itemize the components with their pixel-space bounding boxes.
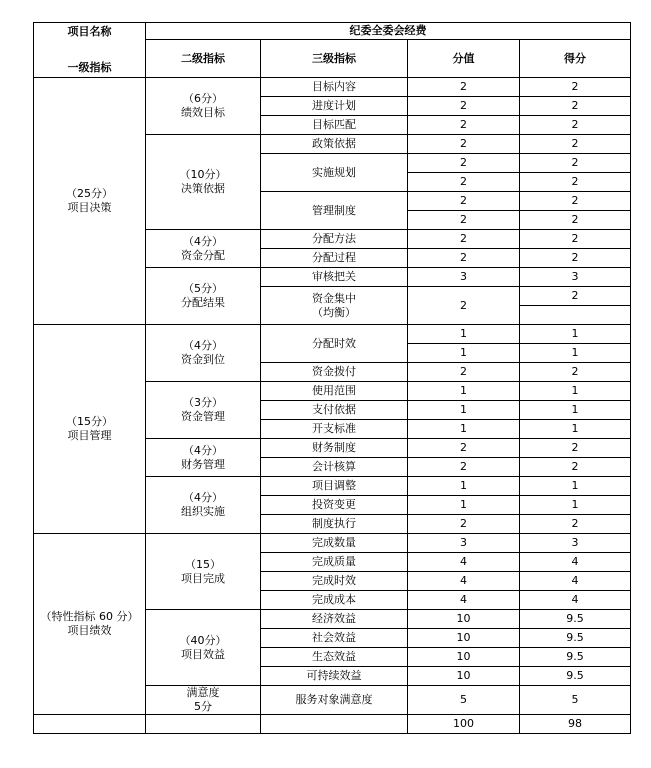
level2-cell xyxy=(146,686,261,715)
level3-label: 资金拨付 xyxy=(312,365,356,378)
level3-label: 分配方法 xyxy=(312,232,356,245)
score-cell: 10 xyxy=(408,648,520,667)
got-cell: 2 xyxy=(520,154,631,173)
score-cell: 2 xyxy=(408,249,520,268)
got-cell: 1 xyxy=(520,382,631,401)
level1-cell xyxy=(34,534,146,715)
level3-label: 财务制度 xyxy=(312,441,356,454)
score-cell: 2 xyxy=(408,363,520,382)
level3-label-line2: （均衡） xyxy=(312,305,356,319)
level1-label: 一级指标 xyxy=(67,61,112,74)
level3-label: 可持续效益 xyxy=(306,669,362,682)
level3-cell xyxy=(261,629,408,648)
level2-line2: 资金到位 xyxy=(181,353,225,366)
level3-label: 支付依据 xyxy=(312,403,356,416)
got-cell: 2 xyxy=(520,458,631,477)
score-cell: 2 xyxy=(408,515,520,534)
level3-cell xyxy=(261,135,408,154)
score-cell: 1 xyxy=(408,344,520,363)
level3-label: 目标匹配 xyxy=(312,118,356,131)
level3-cell xyxy=(261,496,408,515)
score-cell: 4 xyxy=(408,572,520,591)
got-cell: 9.5 xyxy=(520,648,631,667)
got-cell: 1 xyxy=(520,420,631,439)
score-cell: 10 xyxy=(408,610,520,629)
got-cell: 1 xyxy=(520,344,631,363)
score-cell: 2 xyxy=(408,173,520,192)
score-header: 分值 xyxy=(408,40,520,78)
level2-line1: （6分） xyxy=(183,92,223,105)
level3-cell xyxy=(261,553,408,572)
level2-cell xyxy=(146,230,261,268)
level3-cell xyxy=(261,287,408,325)
level3-cell xyxy=(261,477,408,496)
level2-cell xyxy=(146,439,261,477)
level3-label: 完成成本 xyxy=(312,593,356,606)
level3-label: 实施规划 xyxy=(312,165,356,179)
level3-cell xyxy=(261,515,408,534)
level3-cell xyxy=(261,572,408,591)
level2-line2: 项目效益 xyxy=(181,647,225,661)
got-cell: 2 xyxy=(520,78,631,97)
level2-line2: 组织实施 xyxy=(181,505,225,518)
table-row xyxy=(34,78,631,97)
performance-table xyxy=(33,22,631,734)
score-cell: 3 xyxy=(408,268,520,287)
level2-line1: （4分） xyxy=(183,491,223,504)
level2-line1: （5分） xyxy=(183,282,223,295)
level3-cell xyxy=(261,382,408,401)
level3-label: 分配时效 xyxy=(312,336,356,350)
got-header: 得分 xyxy=(520,40,631,78)
got-cell: 4 xyxy=(520,591,631,610)
level3-cell xyxy=(261,154,408,192)
level2-line1: （40分） xyxy=(179,633,227,647)
level2-line2: 项目完成 xyxy=(181,571,225,585)
header-row-1 xyxy=(34,23,631,40)
level3-cell xyxy=(261,401,408,420)
total-empty-cell xyxy=(146,715,261,734)
level3-label: 生态效益 xyxy=(312,650,356,663)
level3-cell xyxy=(261,325,408,363)
got-cell: 1 xyxy=(520,496,631,515)
level3-cell xyxy=(261,458,408,477)
level2-line1: 满意度 xyxy=(186,686,220,699)
project-name-value: 纪委全委会经费 xyxy=(146,23,631,40)
got-cell: 9.5 xyxy=(520,629,631,648)
level3-label: 社会效益 xyxy=(312,631,356,644)
total-got: 98 xyxy=(520,715,631,734)
score-cell: 1 xyxy=(408,477,520,496)
score-cell: 2 xyxy=(408,439,520,458)
score-cell: 10 xyxy=(408,629,520,648)
got-cell: 5 xyxy=(520,686,631,715)
total-empty-cell xyxy=(261,715,408,734)
score-cell: 2 xyxy=(408,135,520,154)
got-cell: 2 xyxy=(520,249,631,268)
level1-line1: （25分） xyxy=(66,187,113,200)
header-project-level1-cell xyxy=(34,23,146,78)
level3-cell xyxy=(261,230,408,249)
level2-cell xyxy=(146,610,261,686)
level2-line1: （4分） xyxy=(183,339,223,352)
level1-line2: 项目决策 xyxy=(67,201,112,214)
level1-line1: （特性指标 60 分） xyxy=(40,610,139,623)
level2-cell xyxy=(146,268,261,325)
level2-cell xyxy=(146,78,261,135)
level3-cell xyxy=(261,439,408,458)
table-row xyxy=(34,325,631,344)
got-cell xyxy=(520,306,631,325)
got-cell: 9.5 xyxy=(520,610,631,629)
level2-cell xyxy=(146,382,261,439)
level3-cell xyxy=(261,648,408,667)
level2-line1: （4分） xyxy=(183,443,223,457)
level3-cell xyxy=(261,116,408,135)
level3-label: 分配过程 xyxy=(312,251,356,264)
level3-label: 目标内容 xyxy=(312,80,356,93)
got-cell: 9.5 xyxy=(520,667,631,686)
level2-cell xyxy=(146,135,261,230)
got-cell: 2 xyxy=(520,116,631,135)
level3-cell xyxy=(261,667,408,686)
score-cell: 1 xyxy=(408,325,520,344)
level1-line2: 项目管理 xyxy=(67,429,112,442)
level3-cell xyxy=(261,591,408,610)
level3-cell xyxy=(261,534,408,553)
score-cell: 2 xyxy=(408,230,520,249)
score-cell: 4 xyxy=(408,591,520,610)
level2-line2: 绩效目标 xyxy=(181,106,225,119)
level3-label: 进度计划 xyxy=(312,99,356,112)
project-name-label: 项目名称 xyxy=(67,25,112,38)
got-cell: 3 xyxy=(520,268,631,287)
total-score: 100 xyxy=(408,715,520,734)
table-row xyxy=(34,534,631,553)
level3-cell xyxy=(261,97,408,116)
score-cell: 2 xyxy=(408,211,520,230)
score-cell: 10 xyxy=(408,667,520,686)
level3-cell xyxy=(261,420,408,439)
level3-label: 会计核算 xyxy=(312,460,356,473)
got-cell: 2 xyxy=(520,211,631,230)
level2-line2: 资金管理 xyxy=(181,410,225,423)
score-cell: 1 xyxy=(408,401,520,420)
level2-line1: （10分） xyxy=(179,168,227,181)
got-cell: 3 xyxy=(520,534,631,553)
got-cell: 2 xyxy=(520,363,631,382)
level3-cell xyxy=(261,249,408,268)
level3-cell xyxy=(261,363,408,382)
level1-line2: 项目绩效 xyxy=(67,624,112,637)
level3-label: 服务对象满意度 xyxy=(295,693,373,706)
level1-cell xyxy=(34,325,146,534)
score-cell: 2 xyxy=(408,458,520,477)
got-cell: 2 xyxy=(520,97,631,116)
got-cell: 1 xyxy=(520,325,631,344)
got-cell: 2 xyxy=(520,439,631,458)
got-cell: 1 xyxy=(520,401,631,420)
score-cell: 1 xyxy=(408,496,520,515)
got-cell: 2 xyxy=(520,135,631,154)
level2-cell xyxy=(146,534,261,610)
level2-line1: （3分） xyxy=(183,396,223,409)
level3-cell xyxy=(261,686,408,715)
score-cell: 3 xyxy=(408,534,520,553)
level3-label: 资金集中 xyxy=(312,291,356,305)
level3-label: 投资变更 xyxy=(312,498,356,511)
got-cell: 1 xyxy=(520,477,631,496)
score-cell: 5 xyxy=(408,686,520,715)
score-cell: 2 xyxy=(408,287,520,325)
level2-line1: （15） xyxy=(185,557,221,571)
got-cell: 2 xyxy=(520,173,631,192)
got-cell: 4 xyxy=(520,553,631,572)
got-cell: 2 xyxy=(520,192,631,211)
score-cell: 2 xyxy=(408,116,520,135)
level3-cell xyxy=(261,192,408,230)
level1-line1: （15分） xyxy=(66,415,113,428)
score-cell: 2 xyxy=(408,97,520,116)
level3-label: 完成时效 xyxy=(312,574,356,587)
level3-cell xyxy=(261,78,408,97)
level1-cell xyxy=(34,78,146,325)
level3-header: 三级指标 xyxy=(261,40,408,78)
got-cell: 2 xyxy=(520,287,631,306)
level2-line2: 决策依据 xyxy=(181,182,225,195)
score-cell: 2 xyxy=(408,78,520,97)
score-cell: 2 xyxy=(408,154,520,173)
score-cell: 1 xyxy=(408,420,520,439)
got-cell: 2 xyxy=(520,515,631,534)
level2-line2: 财务管理 xyxy=(181,457,225,471)
level3-label: 管理制度 xyxy=(312,203,356,217)
level3-label: 完成数量 xyxy=(312,536,356,549)
score-cell: 1 xyxy=(408,382,520,401)
level3-cell xyxy=(261,268,408,287)
got-cell: 2 xyxy=(520,230,631,249)
level3-label: 使用范围 xyxy=(312,384,356,397)
level3-label: 经济效益 xyxy=(312,612,356,625)
score-cell: 2 xyxy=(408,192,520,211)
got-cell: 4 xyxy=(520,572,631,591)
level2-header: 二级指标 xyxy=(146,40,261,78)
level2-line2: 分配结果 xyxy=(181,296,225,309)
level3-label: 审核把关 xyxy=(312,270,356,283)
level3-cell xyxy=(261,610,408,629)
total-row xyxy=(34,715,631,734)
level3-label: 制度执行 xyxy=(312,517,356,530)
level2-cell xyxy=(146,325,261,382)
level3-label: 政策依据 xyxy=(312,137,356,150)
level2-line2: 资金分配 xyxy=(181,248,225,262)
score-cell: 4 xyxy=(408,553,520,572)
level2-line1: （4分） xyxy=(183,234,223,248)
level3-label: 完成质量 xyxy=(312,555,356,568)
level2-cell xyxy=(146,477,261,534)
level3-label: 项目调整 xyxy=(312,479,356,492)
total-empty-cell xyxy=(34,715,146,734)
level2-line2: 5分 xyxy=(194,700,212,713)
level3-label: 开支标准 xyxy=(312,422,356,435)
